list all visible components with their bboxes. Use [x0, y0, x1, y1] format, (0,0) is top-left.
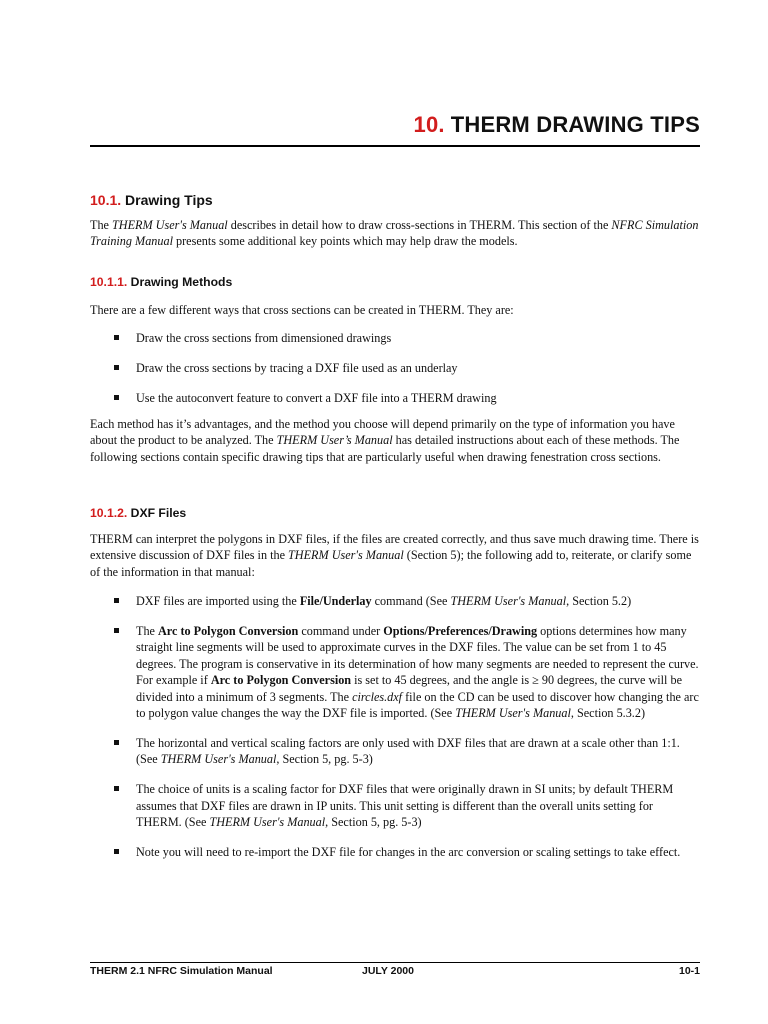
chapter-number: 10. — [413, 112, 445, 137]
chapter-heading — [90, 112, 700, 138]
manual-ref: THERM User's Manual — [288, 548, 404, 563]
subsection-number: 10.1.1. — [90, 275, 128, 289]
text: The — [136, 623, 158, 638]
manual-ref: THERM User's Manual — [160, 752, 277, 767]
text: presents some additional key points which may help draw the models. — [172, 234, 518, 249]
manual-ref: THERM User's Manual — [112, 218, 228, 232]
list-item — [90, 735, 700, 768]
subsection-heading-dxf — [90, 506, 186, 520]
bullet-icon — [114, 365, 119, 370]
section-heading — [90, 192, 213, 208]
methods-list — [90, 330, 700, 420]
command-name: Arc to Polygon Conversion — [158, 623, 299, 638]
intro-paragraph — [90, 217, 700, 250]
bullet-icon — [114, 740, 119, 745]
text: Note you will need to re-import the DXF file for changes in the arc conversion or scaling settings to take effect. — [136, 844, 681, 859]
text: DXF files are imported using the — [136, 594, 300, 608]
text: The horizontal and vertical scaling factors are only used with DXF files that are drawn at a scale other than 1:1. (See — [136, 735, 680, 767]
list-item — [90, 330, 700, 346]
text: , Section 5, pg. 5-3) — [276, 752, 373, 767]
chapter-title: THERM DRAWING TIPS — [450, 112, 700, 137]
list-item — [90, 623, 700, 721]
manual-ref: THERM User’s Manual — [276, 433, 393, 448]
list-item — [90, 844, 700, 860]
bullet-icon — [114, 395, 119, 400]
list-item — [90, 390, 700, 406]
bullet-icon — [114, 335, 119, 340]
footer-manual-title: THERM 2.1 NFRC Simulation Manual — [90, 965, 273, 977]
list-item-text: Draw the cross sections by tracing a DXF file used as an underlay — [136, 360, 458, 375]
dxf-list — [90, 593, 700, 874]
manual-ref: THERM User's Manual — [455, 705, 571, 720]
footer-page-number: 10-1 — [678, 965, 700, 977]
text: (Section 5); the following add to, reiterate, or clarify some of the information in that manual: — [90, 548, 692, 579]
subsection-heading-methods — [90, 275, 232, 289]
bullet-icon — [114, 598, 119, 603]
manual-ref: THERM User's Manual — [209, 814, 326, 829]
text: , Section 5.3.2) — [570, 705, 646, 720]
text: file on the CD can be used to discover how changing the arc to polygon value changes the way the DXF file is imported. (See — [136, 689, 699, 720]
footer-rule — [90, 962, 700, 963]
bullet-icon — [114, 849, 119, 854]
text: , Section 5.2) — [566, 594, 632, 608]
text: The — [90, 218, 112, 232]
footer-date: JULY 2000 — [362, 965, 414, 977]
bullet-icon — [114, 628, 119, 633]
list-item — [90, 781, 700, 830]
command-name: Options/Preferences/Drawing — [383, 623, 538, 638]
list-item — [90, 593, 700, 609]
section-number: 10.1. — [90, 192, 122, 208]
methods-after-paragraph — [90, 416, 700, 465]
text: has detailed instructions about each of these methods. The following sections contain specific drawing tips that are particularly useful when drawing fenestration cross sections. — [90, 433, 680, 464]
text: Each method has it’s advantages, and the method you choose will depend primarily on the type of information you have about the product to be analyzed. The — [90, 417, 675, 448]
methods-intro: There are a few different ways that cross sections can be created in THERM. They are: — [90, 303, 514, 317]
manual-ref: THERM User's Manual — [450, 594, 567, 608]
list-item-text: Draw the cross sections from dimensioned drawings — [136, 331, 392, 345]
bullet-icon — [114, 786, 119, 791]
command-name: File/Underlay — [299, 594, 372, 608]
file-name: circles.dxf — [352, 689, 403, 704]
text: describes in detail how to draw cross-sections in THERM. This section of the — [227, 218, 612, 232]
text: options determines how many straight line segments will be used to approximate curves in the DXF files. The value can be set from 1 to 45 degrees. The program is conservative in its determination of how many segments are needed to represent the curve. For example if — [136, 623, 699, 688]
list-item — [90, 360, 700, 376]
subsection-number: 10.1.2. — [90, 506, 128, 520]
subsection-title: Drawing Methods — [130, 275, 233, 289]
command-name: Arc to Polygon Conversion — [210, 673, 352, 688]
text: command (See — [371, 594, 451, 608]
text: THERM can interpret the polygons in DXF files, if the files are created correctly, and thus save much drawing time. There is extensive discussion of DXF files in the — [90, 532, 699, 563]
chapter-rule — [90, 145, 700, 147]
text: The choice of units is a scaling factor for DXF files that were originally drawn in SI units; by default THERM assumes that DXF files are drawn in IP units. This unit setting is different than the overall units setting for THERM. (See — [136, 782, 674, 829]
text: is set to 45 degrees, and the angle is ≥ 90 degrees, the curve will be divided into a minimum of 3 segments. The — [136, 673, 682, 704]
dxf-intro-paragraph — [90, 531, 700, 580]
section-title: Drawing Tips — [125, 192, 213, 208]
list-item-text: Use the autoconvert feature to convert a DXF file into a THERM drawing — [136, 390, 497, 405]
subsection-title: DXF Files — [130, 506, 187, 520]
text: , Section 5, pg. 5-3) — [325, 814, 422, 829]
manual-ref: NFRC Simulation Training Manual — [90, 218, 699, 249]
text: command under — [298, 623, 384, 638]
